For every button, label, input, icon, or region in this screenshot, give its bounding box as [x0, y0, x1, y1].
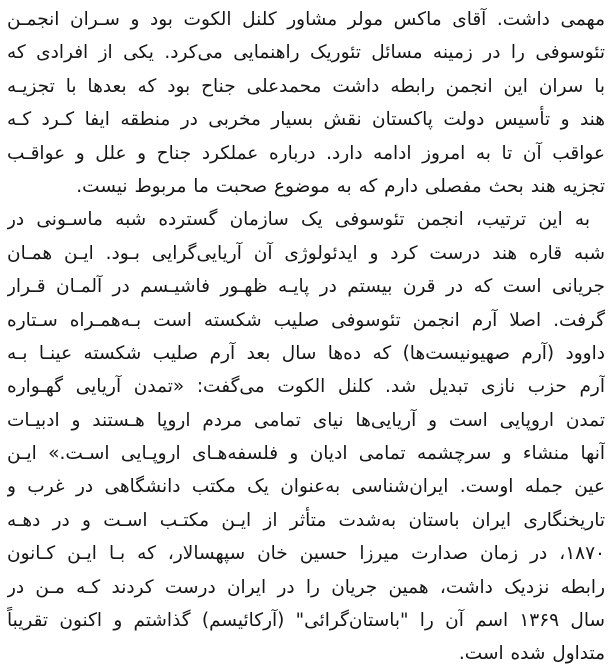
text-line: عواقب آن تا به امروز ادامه دارد. درباره عملکرد جناح و علل و عواقـب: [7, 142, 605, 164]
text-line: ۱۸۷۰، در زمان صدارت میرزا حسین خان سپهسالار، که بـا ایـن کـانون: [7, 543, 605, 565]
text-block: [7, 3, 605, 671]
text-line: با سران این انجمن رابطه داشت محمدعلی جناح بود که بعدها با تجزیـه: [7, 75, 605, 97]
text-line: مهمی داشت. آقای ماکس مولر مشاور کلنل الکوت بود و سـران انجمـن: [7, 9, 605, 30]
text-line: گرفت. اصلا آرم انجمن تئوسوفی صلیب شکسته است بـه‌همـراه سـتاره: [7, 309, 605, 331]
text-line: داوود (آرم صهیونیست‌ها) که ده‌ها سال بعد آرم صلیب شکسته عینـا بـه: [7, 342, 605, 364]
text-line: تئوسوفی را در زمینه مسائل تئوریک راهنمایی می‌کرد. یکی از افرادی که: [7, 42, 605, 64]
text-line: متداول شده است.: [458, 643, 605, 665]
text-line: تجزیه هند بحث مفصلی دارم که به موضوع صحبت ما مربوط نیست.: [76, 175, 605, 197]
text-line: به این ترتیب، انجمن تئوسوفی یک سازمان گسترده شبه ماسـونی در: [7, 209, 590, 231]
text-line: عین جمله اوست. ایران‌شناسی به‌عنوان یک مکتب دانشگاهی در غرب و: [7, 476, 605, 498]
text-line: آنها منشاء و سرچشمه تمامی ادیان و فلسفه‌هـای اروپـایی اسـت.» ایـن: [7, 443, 605, 465]
text-line: تمدن اروپایی است و آریایی‌ها نیای تمامی مردم اروپا هـستند و ادبیـات: [7, 409, 605, 431]
text-line: شبه قاره هند درست کرد و ایدئولوژی آن آریایی‌گرایی بـود. ایـن همـان: [7, 242, 605, 264]
text-line: جریانی است که در قرن بیستم در پایـه ظهـور فاشیـسم در آلمـان قـرار: [7, 276, 605, 298]
text-line: هند و تأسیس دولت پاکستان نقش بسیار مخربی در منطقه ایفا کـرد کـه: [7, 109, 605, 131]
text-line: سال ۱۳۶۹ اسم آن را "باستان‌گرائی" (آرکائیسم) گذاشتم و اکنون تقریباً: [7, 610, 605, 632]
text-line: تاریخنگاری ایران باستان به‌شدت متأثر از ایـن مکتـب اسـت و در دهـه: [7, 509, 605, 531]
text-line: آرم حزب نازی تبدیل شد. کلنل الکوت می‌گفت: «تمدن آریایی گهـواره: [7, 376, 605, 398]
text-line: رابطه نزدیک داشت، همین جریان را در ایران درست کردند کـه مـن در: [7, 576, 605, 598]
